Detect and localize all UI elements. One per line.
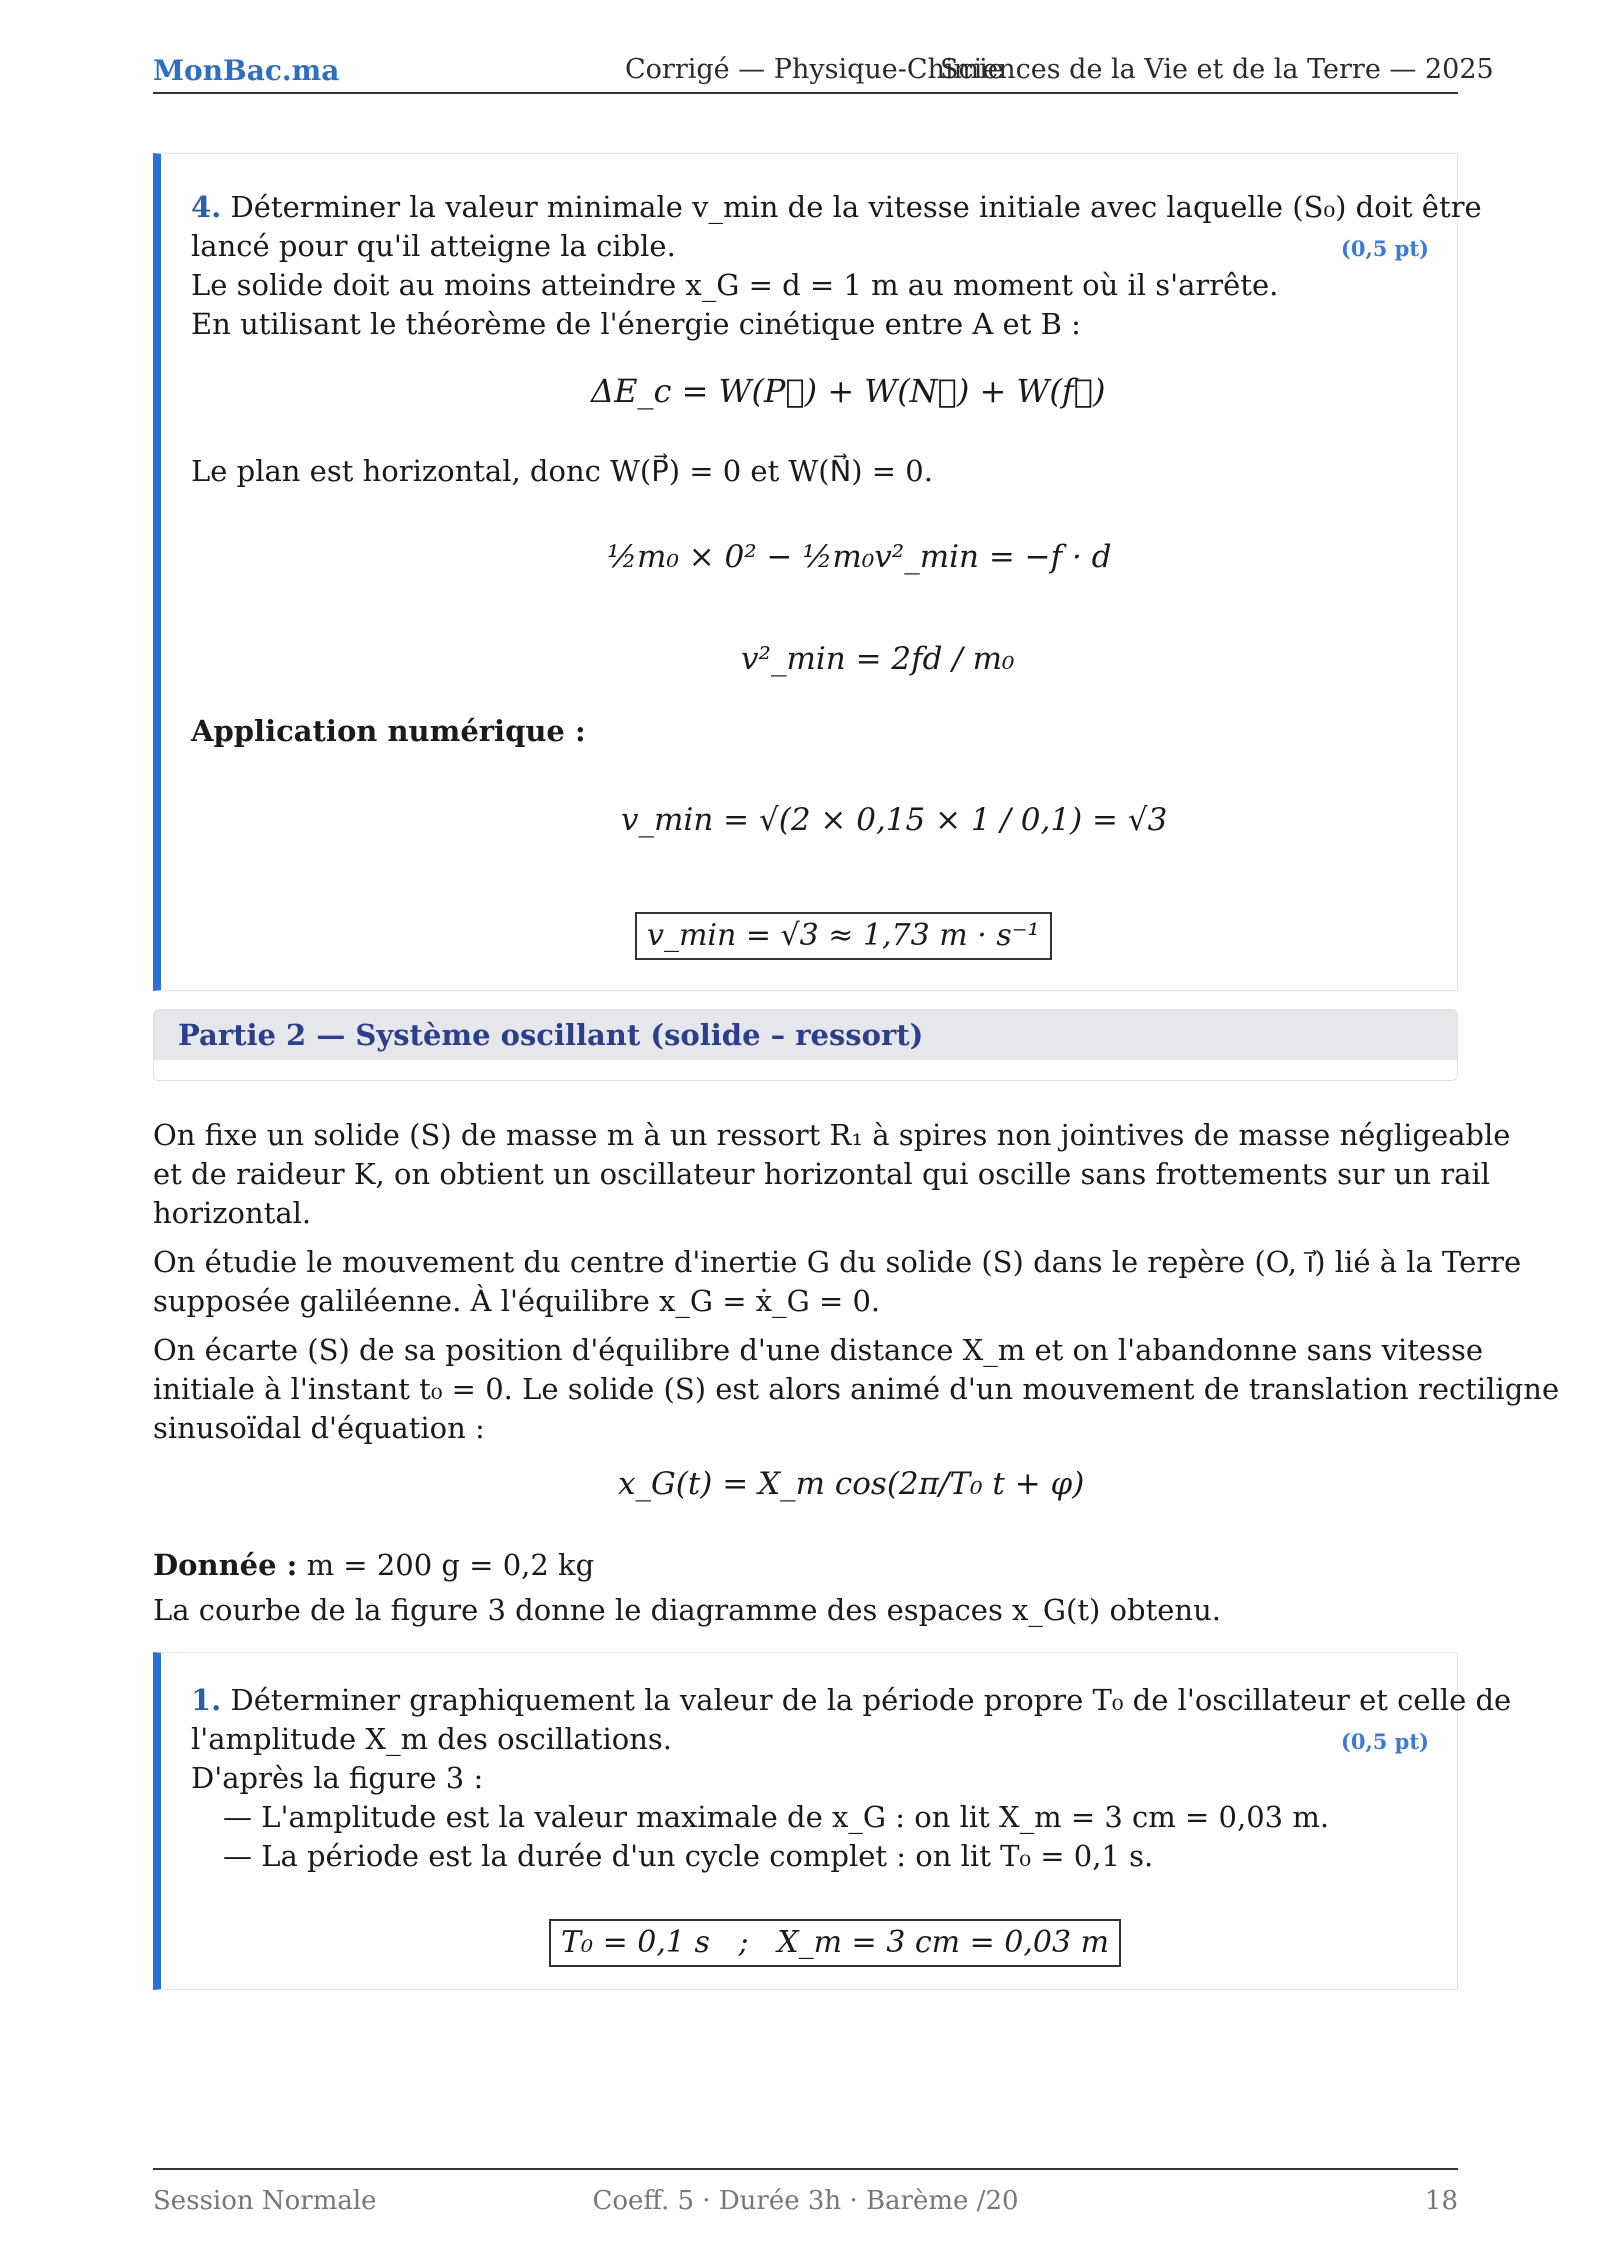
q4-line2: lancé pour qu'il atteigne la cible.: [191, 229, 676, 263]
question-4-box: [153, 153, 1482, 991]
q4-application-label: Application numérique :: [191, 714, 586, 748]
intro-p1-l2: et de raideur K, on obtient un oscillateur horizontal qui oscille sans frottements sur un rail: [153, 1157, 1490, 1191]
brand-logo[interactable]: MonBac.ma: [153, 54, 340, 87]
q4-line5: Le plan est horizontal, donc W(P⃗) = 0 et W(N⃗) = 0.: [191, 454, 933, 488]
intro-donnee: [153, 1548, 594, 1583]
header-title-b: Sciences de la Vie et de la Terre — 2025: [940, 54, 1494, 85]
q4-line1: [191, 190, 1482, 225]
q4-points: (0,5 pt): [1340, 236, 1429, 261]
q1-points: (0,5 pt): [1340, 1729, 1429, 1754]
footer-session: Session Normale: [153, 2186, 377, 2216]
page-number: 18: [1424, 2186, 1458, 2216]
q4-result: v_min = √3 ≈ 1,73 m · s⁻¹: [635, 912, 1052, 960]
part-2-banner: [153, 1009, 1458, 1081]
q1-statement: Déterminer graphiquement la valeur de la période propre T₀ de l'oscillateur et celle de: [230, 1683, 1512, 1717]
intro-p2-l2: supposée galiléenne. À l'équilibre x_G = ẋ_G = 0.: [153, 1284, 881, 1318]
intro-p1-l1: On fixe un solide (S) de masse m à un ressort R₁ à spires non jointives de masse négligeable: [153, 1118, 1511, 1152]
q1-result: T₀ = 0,1 s ; X_m = 3 cm = 0,03 m: [549, 1919, 1121, 1967]
q4-equation-2: ½m₀ × 0² − ½m₀v²_min = −f · d: [607, 539, 1112, 575]
q1-line2: l'amplitude X_m des oscillations.: [191, 1722, 672, 1756]
q1-line3: D'après la figure 3 :: [191, 1761, 484, 1795]
q4-statement: Déterminer la valeur minimale v_min de la vitesse initiale avec laquelle (S₀) doit être: [230, 190, 1482, 224]
intro-p3-l1: On écarte (S) de sa position d'équilibre d'une distance X_m et on l'abandonne sans vitesse: [153, 1333, 1484, 1367]
intro-p3-l2: initiale à l'instant t₀ = 0. Le solide (S) est alors animé d'un mouvement de translation rectiligne: [153, 1372, 1560, 1406]
page-header: [153, 50, 1494, 94]
intro-p3-l3: sinusoïdal d'équation :: [153, 1411, 485, 1445]
intro-p2-l1: On étudie le mouvement du centre d'inertie G du solide (S) dans le repère (O, i⃗) lié à la Terre: [153, 1245, 1522, 1279]
donnee-label: Donnée :: [153, 1548, 298, 1582]
part-2-title: Partie 2 — Système oscillant (solide – ressort): [178, 1018, 924, 1052]
q4-equation-4: v_min = √(2 × 0,15 × 1 / 0,1) = √3: [621, 802, 1168, 838]
intro-p4: La courbe de la figure 3 donne le diagramme des espaces x_G(t) obtenu.: [153, 1593, 1221, 1627]
q4-line4: En utilisant le théorème de l'énergie cinétique entre A et B :: [191, 307, 1081, 341]
q4-line3: Le solide doit au moins atteindre x_G = d = 1 m au moment où il s'arrête.: [191, 268, 1279, 302]
footer-coefficients: Coeff. 5 · Durée 3h · Barème /20: [592, 2186, 1019, 2216]
q4-equation-3: v²_min = 2fd / m₀: [741, 641, 1015, 677]
intro-p1-l3: horizontal.: [153, 1196, 312, 1230]
q1-bullet-2: — La période est la durée d'un cycle complet : on lit T₀ = 0,1 s.: [223, 1839, 1154, 1873]
q4-equation-1: ΔE_c = W(P⃗) + W(N⃗) + W(f⃗): [591, 372, 1106, 410]
q1-bullet-1: — L'amplitude est la valeur maximale de x_G : on lit X_m = 3 cm = 0,03 m.: [223, 1800, 1330, 1834]
q1-line1: [191, 1683, 1511, 1718]
question-1-box: [153, 1652, 1512, 1990]
intro-equation: x_G(t) = X_m cos(2π/T₀ t + φ): [618, 1466, 1085, 1502]
q1-number: 1.: [191, 1683, 222, 1717]
q4-number: 4.: [191, 190, 222, 224]
header-title-a: Corrigé — Physique-Chimie: [625, 54, 1004, 85]
page-footer: [153, 2168, 1458, 2230]
donnee-value: m = 200 g = 0,2 kg: [306, 1548, 595, 1582]
